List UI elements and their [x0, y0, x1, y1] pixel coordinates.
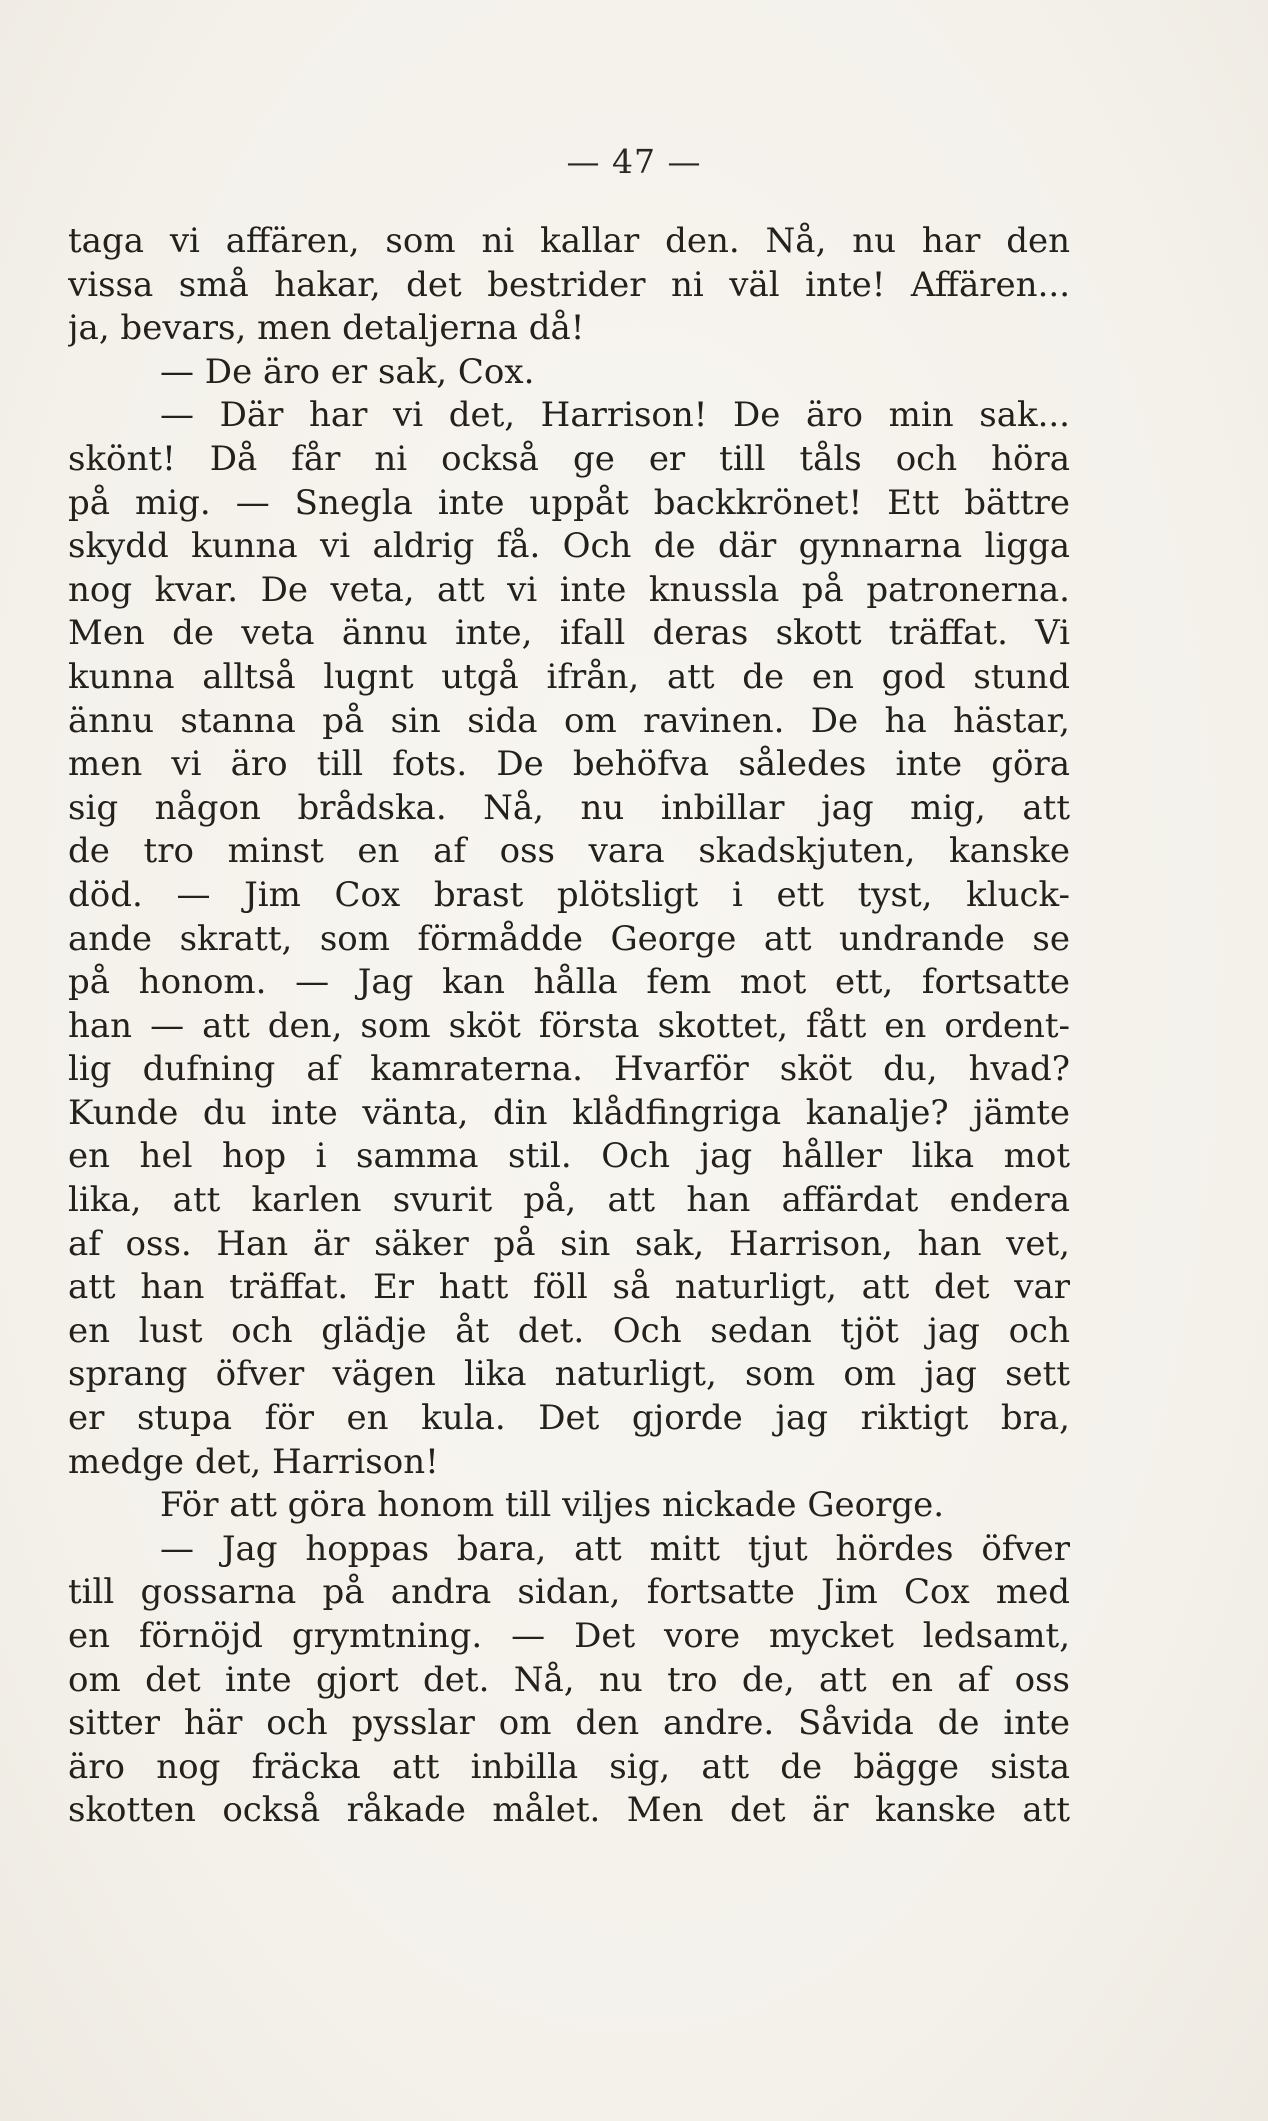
page-number: — 47 —: [566, 142, 702, 181]
text-line: på honom. — Jag kan hålla fem mot ett, fortsatte: [68, 962, 1070, 1003]
text-line: om det inte gjort det. Nå, nu tro de, att en af oss: [68, 1659, 1070, 1700]
text-line: ännu stanna på sin sida om ravinen. De ha hästar,: [68, 700, 1070, 741]
text-line: att han träffat. Er hatt föll så naturligt, att det var: [68, 1267, 1070, 1308]
text-line: ja, bevars, men detaljerna då!: [68, 308, 585, 349]
text-line: Kunde du inte vänta, din klådfingriga kanalje? jämte: [68, 1092, 1070, 1133]
text-line: sig någon brådska. Nå, nu inbillar jag mig, att: [68, 787, 1070, 828]
text-line: — De äro er sak, Cox.: [160, 351, 535, 392]
text-line: ande skratt, som förmådde George att undrande se: [68, 918, 1070, 959]
text-line: död. — Jim Cox brast plötsligt i ett tyst, kluck-: [68, 874, 1070, 915]
text-line: på mig. — Snegla inte uppåt backkrönet! Ett bättre: [68, 482, 1070, 523]
text-line: en lust och glädje åt det. Och sedan tjöt jag och: [68, 1310, 1070, 1351]
text-line: äro nog fräcka att inbilla sig, att de bägge sista: [68, 1746, 1070, 1787]
text-line: Men de veta ännu inte, ifall deras skott träffat. Vi: [68, 613, 1070, 654]
text-line: taga vi affären, som ni kallar den. Nå, nu har den: [68, 221, 1070, 261]
text-line: medge det, Harrison!: [68, 1441, 439, 1482]
text-line: sitter här och pysslar om den andre. Såvida de inte: [68, 1703, 1070, 1744]
text-line: till gossarna på andra sidan, fortsatte Jim Cox med: [68, 1572, 1070, 1613]
text-line: en hel hop i samma stil. Och jag håller lika mot: [68, 1136, 1070, 1177]
text-line: han — att den, som sköt första skottet, fått en ordent-: [68, 1005, 1070, 1046]
text-line: men vi äro till fots. De behöfva således inte göra: [68, 744, 1070, 785]
text-line: lika, att karlen svurit på, att han affärdat endera: [68, 1180, 1070, 1221]
text-line: skotten också råkade målet. Men det är kanske att: [68, 1790, 1070, 1831]
text-line: en förnöjd grymtning. — Det vore mycket ledsamt,: [68, 1616, 1070, 1656]
text-line: — Där har vi det, Harrison! De äro min sak...: [160, 395, 1070, 436]
text-line: de tro minst en af oss vara skadskjuten, kanske: [68, 831, 1070, 872]
text-line: nog kvar. De veta, att vi inte knussla på patronerna.: [68, 569, 1070, 610]
text-line: kunna alltså lugnt utgå ifrån, att de en god stund: [68, 656, 1070, 697]
text-line: lig dufning af kamraterna. Hvarför sköt du, hvad?: [68, 1049, 1070, 1090]
text-line: sprang öfver vägen lika naturligt, som om jag sett: [68, 1354, 1070, 1395]
text-line: skönt! Då får ni också ge er till tåls och höra: [68, 438, 1070, 479]
body-text: [68, 220, 1070, 1833]
text-line: skydd kunna vi aldrig få. Och de där gynnarna ligga: [68, 526, 1070, 567]
text-line: er stupa för en kula. Det gjorde jag riktigt bra,: [68, 1398, 1070, 1439]
text-line: af oss. Han är säker på sin sak, Harrison, han vet,: [68, 1223, 1070, 1264]
text-line: — Jag hoppas bara, att mitt tjut hördes öfver: [160, 1528, 1070, 1569]
text-line: vissa små hakar, det bestrider ni väl inte! Affären...: [68, 264, 1070, 305]
text-line: För att göra honom till viljes nickade George.: [160, 1485, 945, 1526]
